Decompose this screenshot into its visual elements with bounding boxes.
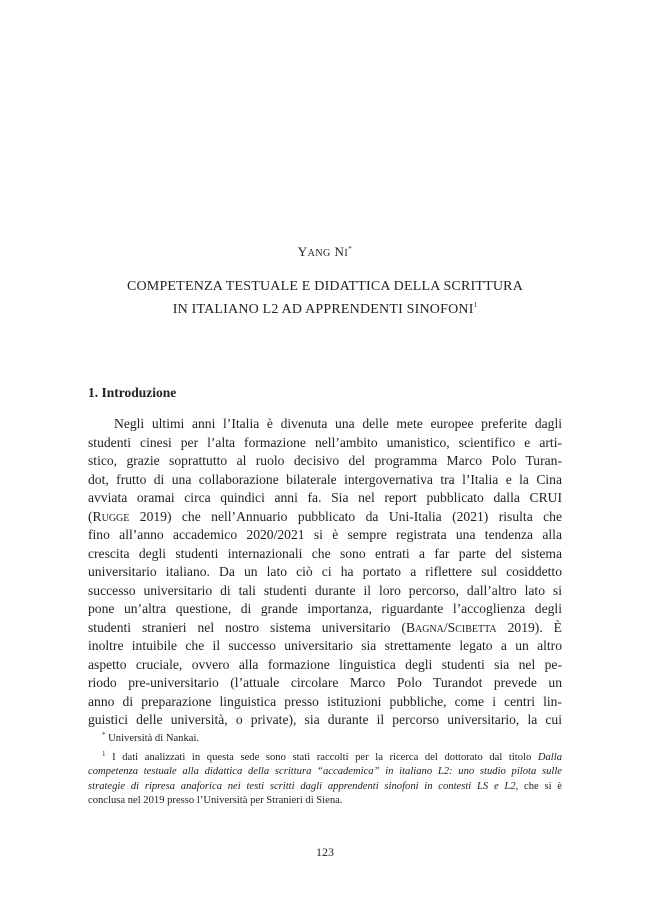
body-line: fino all’anno accademico 2020/2021 si è sempre registrata una tendenza alla — [88, 527, 562, 542]
body-line: pone un’altra questione, di grande importanza, riguardante l’accoglienza degli — [88, 601, 562, 616]
footnote-author: * Università di Nankai. — [102, 731, 200, 744]
body-line: inoltre intuibile che il successo universitario sia strettamente legato a un altro — [88, 638, 562, 653]
body-line: riodo pre-universitario (l’attuale circolare Marco Polo Turandot prevede un — [88, 675, 562, 690]
body-line: aspetto cruciale, ovvero alla formazione linguistica degli studenti sia nel pe- — [88, 656, 562, 672]
body-line: crescita degli studenti internazionali che sono entrati a far parte del sistema — [88, 545, 562, 561]
body-line: guistici delle università, o private), sia durante il percorso universitario, la cui — [88, 712, 562, 727]
body-line: avviata oramai circa quindici anni fa. Sia nel report pubblicato dalla CRUI — [88, 490, 562, 505]
body-line: stico, grazie soprattutto al ruolo decisivo del programma Marco Polo Turan- — [88, 453, 562, 468]
body-line: studenti stranieri nel nostro sistema universitario (Bagna/Scibetta 2019). È — [88, 619, 562, 635]
page-number: 123 — [316, 845, 334, 859]
body-paragraph — [88, 415, 562, 730]
title-footnote-mark: 1 — [473, 301, 478, 309]
footnote-1-line: $^1$ I dati analizzati in questa sede sono stati raccolti per la ricerca del dottorato dal titolo Dalla — [102, 749, 562, 763]
footnote-1-line: strategie di ripresa anaforica nei testi scritti dagli apprendenti sinofoni in contesti LS e L2, che si è — [88, 780, 562, 792]
footnotes — [88, 728, 562, 809]
title-line-1: COMPETENZA TESTUALE E DIDATTICA DELLA SCRITTURA — [126, 279, 524, 294]
footnote-1-line: competenza testuale alla didattica della scrittura “accademica” in italiano L2: uno studio pilota sulle — [88, 766, 562, 778]
footnote-1-line: conclusa nel 2019 presso l’Università per Stranieri di Siena. — [88, 795, 343, 807]
article-title — [0, 277, 650, 319]
citation-bagna-scibetta: Bagna/Scibetta — [405, 619, 497, 635]
section-heading: 1. Introduzione — [88, 385, 177, 400]
body-line: dot, frutto di una collaborazione bilaterale intergovernativa tra l’Italia e la Cina — [88, 471, 562, 487]
citation-rugge: Rugge — [92, 508, 130, 524]
author-name: YANG NI* — [297, 244, 353, 259]
title-line-2: IN ITALIANO L2 AD APPRENDENTI SINOFONI$^1$ — [172, 301, 478, 317]
body-line: universitario italiano. Da un lato ciò ci ha portato a riflettere sul cosiddetto — [88, 564, 562, 579]
author-footnote-mark: * — [348, 245, 353, 253]
body-line: (Rugge 2019) che nell’Annuario pubblicato da Uni-Italia (2021) risulta che — [88, 508, 562, 524]
body-line: Negli ultimi anni l’Italia è divenuta una delle mete europee preferite dagli — [114, 416, 562, 431]
body-line: studenti cinesi per l’alta formazione nell’ambito umanistico, scientifico e arti- — [88, 434, 562, 450]
body-line: successo universitario di tali studenti durante il loro percorso, dall’altro lato si — [88, 582, 562, 598]
body-line: anno di preparazione linguistica presso istituzioni pubbliche, come i centri lin- — [88, 693, 562, 709]
